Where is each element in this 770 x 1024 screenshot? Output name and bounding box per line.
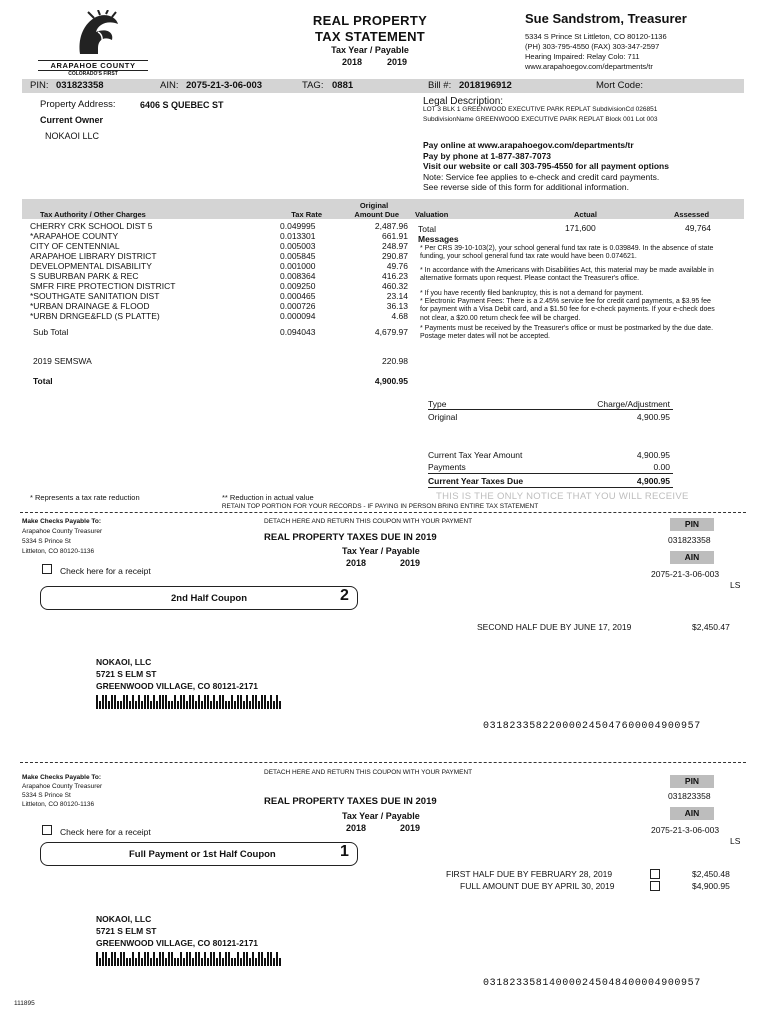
ain-label: AIN:	[160, 80, 179, 91]
payments-label: Payments	[428, 462, 466, 472]
coupon2-ls: LS	[730, 580, 741, 590]
coupon2-payee-street: 5334 S Prince St	[22, 538, 71, 545]
legal-description-label: Legal Description:	[423, 96, 504, 107]
coupon1-label: Full Payment or 1st Half Coupon	[129, 849, 276, 860]
coupon2-tax-year-label: Tax Year / Payable	[342, 546, 420, 556]
service-fee-note: Note: Service fee applies to e-check and credit card payments.	[423, 171, 660, 182]
second-half-due: SECOND HALF DUE BY JUNE 17, 2019	[477, 622, 632, 632]
only-notice-watermark: THIS IS THE ONLY NOTICE THAT YOU WILL RECEIVE	[436, 491, 689, 502]
coupon2-payable-year: 2019	[400, 558, 421, 568]
county-logo	[38, 10, 148, 77]
coupon1-payable-year: 2019	[400, 823, 421, 833]
treasurer-phone: (PH) 303-795-4550 (FAX) 303-347-2597	[525, 42, 660, 51]
col-amount-due: Amount Due	[354, 210, 399, 219]
first-half-checkbox[interactable]	[650, 869, 660, 879]
col-tax-authority: Tax Authority / Other Charges	[40, 210, 146, 219]
message-ada: * In accordance with the Americans with Disabilities Act, this material may be made available in alternative formats upon request. Please contact the Treasurer's office.	[420, 267, 714, 283]
table-row: ARAPAHOE LIBRARY DISTRICT 0.005845 290.87	[30, 251, 408, 261]
valuation-total-label: Total	[418, 224, 436, 234]
adjust-original-label: Original	[428, 412, 458, 422]
coupon1-receipt-checkbox[interactable]: Check here for a receipt	[42, 825, 151, 838]
col-valuation: Valuation	[415, 210, 449, 219]
tax-rate-reduction-note: * Represents a tax rate reduction	[30, 493, 140, 502]
coupon1-payee-street: 5334 S Prince St	[22, 792, 71, 799]
table-row: S SUBURBAN PARK & REC 0.008364 416.23	[30, 271, 408, 281]
coupon1-label-box	[40, 842, 358, 866]
table-row: *SOUTHGATE SANITATION DIST 0.000465 23.14	[30, 291, 408, 301]
statement-title-line1: REAL PROPERTY	[312, 13, 428, 28]
coupon1-number: 1	[340, 843, 349, 860]
table-row: DEVELOPMENTAL DISABILITY 0.001000 49.76	[30, 261, 408, 271]
coupon1-tax-year: 2018	[346, 823, 367, 833]
coupon2-pin: 031823358	[668, 535, 711, 545]
coupon1-receipt-box[interactable]	[42, 825, 52, 835]
table-row: CHERRY CRK SCHOOL DIST 5 0.049995 2,487.96	[30, 221, 408, 231]
coupon2-label: 2nd Half Coupon	[171, 593, 247, 604]
perforation-line-2	[20, 762, 746, 763]
coupon2-mail-city: GREENWOOD VILLAGE, CO 80121-2171	[96, 681, 259, 691]
message-school-rate: * Per CRS 39-10-103(2), your school general fund tax rate is 0.039849. In the absence of state funding, your school general fund tax rate would have been 0.074621.	[420, 245, 714, 261]
coupon2-payee-name: Arapahoe County Treasurer	[22, 528, 103, 535]
retain-top-portion: RETAIN TOP PORTION FOR YOUR RECORDS - IF PAYING IN PERSON BRING ENTIRE TAX STATEMENT	[221, 503, 539, 510]
treasurer-hearing: Hearing Impaired: Relay Colo: 711	[525, 52, 640, 61]
visit-website: Visit our website or call 303-795-4550 for all payment options	[423, 161, 669, 171]
legal-description-line1: LOT 3 BLK 1 GREENWOOD EXECUTIVE PARK REPLAT SubdivisionCd 026851	[423, 106, 658, 113]
valuation-assessed: 49,764	[685, 223, 711, 233]
col-actual: Actual	[574, 210, 597, 219]
statement-title-line2: TAX STATEMENT	[314, 29, 426, 44]
full-amount-checkbox[interactable]	[650, 881, 660, 891]
adjust-type-label: Type	[428, 399, 447, 409]
current-owner: NOKAOI LLC	[45, 131, 100, 141]
table-row: CITY OF CENTENNIAL 0.005003 248.97	[30, 241, 408, 251]
pay-online: Pay online at www.arapahoegov.com/departments/tr	[423, 140, 634, 150]
property-address-label: Property Address:	[40, 99, 116, 110]
adjust-original-amount: 4,900.95	[636, 412, 670, 422]
coupon2-payee-city: Littleton, CO 80120-1136	[22, 548, 95, 555]
semswa-label: 2019 SEMSWA	[33, 356, 92, 366]
coupon1-checks-payable: Make Checks Payable To:	[22, 774, 101, 781]
tag-value: 0881	[332, 80, 354, 91]
coupon2-mail-name: NOKAOI, LLC	[96, 657, 152, 667]
first-half-amount: $2,450.48	[692, 869, 730, 879]
due-divider	[428, 473, 673, 474]
coupon1-scanline: 031823358140000245048400004900957	[483, 978, 701, 989]
second-half-amount: $2,450.47	[692, 622, 730, 632]
tax-year-label: Tax Year / Payable	[331, 45, 409, 55]
tag-label: TAG:	[302, 80, 324, 91]
coupon1-mail-city: GREENWOOD VILLAGE, CO 80121-2171	[96, 938, 259, 948]
coupon1-detach: DETACH HERE AND RETURN THIS COUPON WITH YOUR PAYMENT	[264, 769, 473, 776]
coupon2-detach: DETACH HERE AND RETURN THIS COUPON WITH YOUR PAYMENT	[264, 518, 473, 525]
id-bar	[22, 79, 744, 93]
message-bankruptcy: * If you have recently filed bankruptcy, this is not a demand for payment.	[420, 290, 644, 297]
message-electronic-fees: * Electronic Payment Fees: There is a 2.45% service fee for credit card payments, a $3.95 fee for payment with a Visa Debit card, and a $1.50 fee for e-check payments. If your e-check does not clear, a $20.00 return check fee will be charged.	[420, 298, 715, 322]
reverse-side-note: See reverse side of this form for additional information.	[423, 182, 629, 192]
table-row: *ARAPAHOE COUNTY 0.013301 661.91	[30, 231, 408, 241]
coupon1-pin: 031823358	[668, 791, 711, 801]
coupon1-ain: 2075-21-3-06-003	[651, 825, 720, 835]
table-row: *URBN DRNGE&FLD (S PLATTE) 0.000094 4.68	[30, 311, 408, 321]
coupon1-mail-street: 5721 S ELM ST	[96, 926, 157, 936]
treasurer-website: www.arapahoegov.com/departments/tr	[525, 62, 653, 71]
perforation-line	[20, 512, 746, 513]
adjust-charge-label: Charge/Adjustment	[597, 399, 670, 409]
due-bottom-divider	[428, 487, 673, 488]
legal-description-line2: SubdivisionName GREENWOOD EXECUTIVE PARK REPLAT Block 001 Lot 003	[423, 116, 658, 123]
treasurer-address: 5334 S Prince St Littleton, CO 80120-1136	[525, 32, 667, 41]
property-address: 6406 S QUEBEC ST	[140, 100, 224, 110]
subtotal-label: Sub Total	[33, 327, 69, 337]
full-amount: $4,900.95	[692, 881, 730, 891]
coupon2-ain: 2075-21-3-06-003	[651, 569, 720, 579]
coupon1-tax-year-label: Tax Year / Payable	[342, 811, 420, 821]
total-label: Total	[33, 376, 53, 386]
table-row: SMFR FIRE PROTECTION DISTRICT 0.009250 460.32	[30, 281, 408, 291]
pin-label: PIN:	[30, 80, 49, 91]
bill-label: Bill #:	[428, 80, 452, 91]
coupon1-pin-pill: PIN	[670, 775, 714, 788]
col-tax-rate: Tax Rate	[291, 210, 322, 219]
coupon2-postal-barcode	[96, 695, 281, 709]
coupon1-ls: LS	[730, 836, 741, 846]
coupon1-payee-city: Littleton, CO 80120-1136	[22, 801, 95, 808]
col-assessed: Assessed	[674, 210, 710, 219]
adjust-divider	[428, 409, 673, 410]
indian-head-logo-icon	[38, 10, 148, 58]
bill-value: 2018196912	[459, 80, 512, 91]
coupon1-due-title: REAL PROPERTY TAXES DUE IN 2019	[264, 796, 437, 807]
semswa-amount: 220.98	[382, 356, 408, 366]
coupon2-scanline: 031823358220000245047600004900957	[483, 721, 701, 732]
current-year-taxes-due-amount: 4,900.95	[636, 476, 670, 486]
coupon1-mail-name: NOKAOI, LLC	[96, 914, 152, 924]
actual-value-reduction-note: ** Reduction in actual value	[222, 493, 314, 502]
col-original: Original	[359, 201, 389, 210]
coupon1-ain-pill: AIN	[670, 807, 714, 820]
subtotal-rate: 0.094043	[280, 327, 316, 337]
current-owner-label: Current Owner	[40, 115, 104, 125]
coupon1-payee-name: Arapahoe County Treasurer	[22, 783, 103, 790]
coupon2-due-title: REAL PROPERTY TAXES DUE IN 2019	[264, 532, 437, 543]
message-postmark: * Payments must be received by the Treasurer's office or must be postmarked by the due date. Postage meter dates will not be accepted.	[420, 325, 714, 341]
coupon2-pin-pill: PIN	[670, 518, 714, 531]
full-amount-due: FULL AMOUNT DUE BY APRIL 30, 2019	[460, 881, 615, 891]
current-tax-year-amount: 4,900.95	[636, 450, 670, 460]
payable-year: 2019	[387, 57, 408, 67]
current-year-taxes-due-label: Current Year Taxes Due	[428, 476, 524, 486]
form-code: 111895	[14, 1000, 35, 1007]
coupon2-tax-year: 2018	[346, 558, 367, 568]
coupon2-receipt-box[interactable]	[42, 564, 52, 574]
subtotal-amount: 4,679.97	[374, 327, 408, 337]
county-logo-tagline: COLORADO'S FIRST	[68, 71, 118, 77]
first-half-due: FIRST HALF DUE BY FEBRUARY 28, 2019	[446, 869, 613, 879]
pay-by-phone: Pay by phone at 1-877-387-7073	[423, 150, 552, 161]
coupon2-label-box	[40, 586, 358, 610]
county-logo-name: ARAPAHOE COUNTY	[38, 60, 148, 71]
payments-amount: 0.00	[653, 462, 670, 472]
coupon1-postal-barcode	[96, 952, 281, 966]
coupon2-ain-pill: AIN	[670, 551, 714, 564]
current-tax-year-label: Current Tax Year Amount	[428, 450, 523, 460]
treasurer-name: Sue Sandstrom, Treasurer	[525, 11, 687, 26]
ain-value: 2075-21-3-06-003	[186, 80, 263, 91]
valuation-actual: 171,600	[565, 223, 596, 233]
total-amount: 4,900.95	[374, 376, 408, 386]
coupon2-receipt-checkbox[interactable]: Check here for a receipt	[42, 564, 151, 577]
table-row: *URBAN DRAINAGE & FLOOD 0.000726 36.13	[30, 301, 408, 311]
mort-code-label: Mort Code:	[596, 80, 643, 91]
coupon2-number: 2	[340, 587, 349, 604]
tax-year: 2018	[342, 57, 363, 67]
coupon2-checks-payable: Make Checks Payable To:	[22, 518, 101, 525]
coupon2-mail-street: 5721 S ELM ST	[96, 669, 157, 679]
pin-value: 031823358	[56, 80, 104, 91]
messages-title: Messages	[418, 234, 459, 244]
